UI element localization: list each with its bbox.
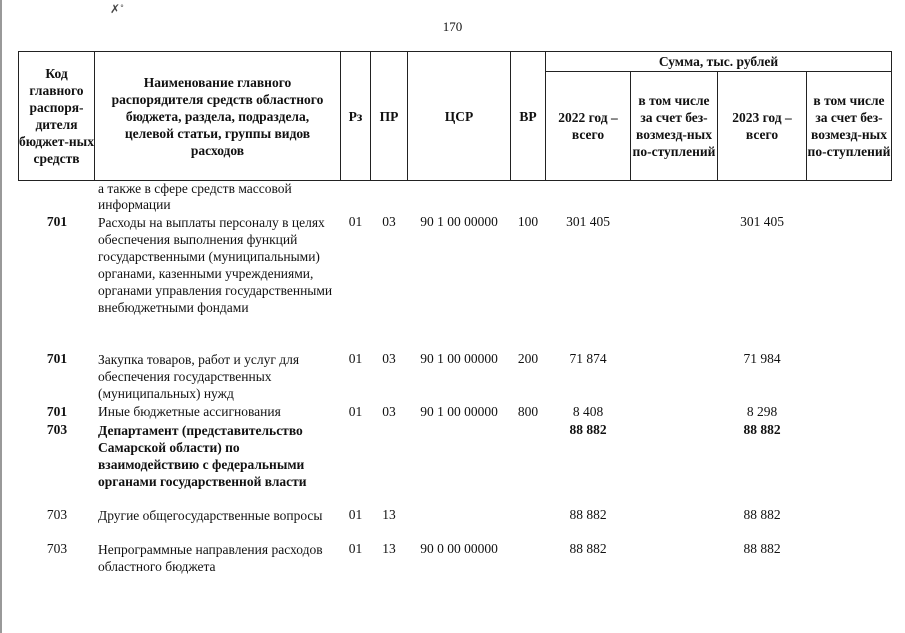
row-csr: 90 1 00 00000 (420, 351, 498, 366)
row-name: Расходы на выплаты персоналу в целях обеспечения выполнения функций государственными (муниципальными) органами, казенными учреждениями, органами управления государственными внебюджетными фондами (98, 215, 333, 315)
row-pr: 03 (382, 351, 396, 366)
row-code: 703 (46, 422, 68, 437)
row-pr: 13 (382, 541, 396, 556)
row-name: Непрограммные направления расходов областного бюджета (98, 542, 323, 574)
row-2023-total: 88 882 (743, 422, 781, 437)
row-2022-total: 8 408 (572, 404, 604, 419)
row-name: Другие общегосударственные вопросы (98, 508, 323, 523)
row-name: Иные бюджетные ассигнования (98, 404, 281, 419)
header-rz: Рз (348, 108, 363, 124)
header-2023-incl: в том числе за счет без-возмезд-ных по-ступлений (807, 93, 891, 159)
row-code: 701 (46, 214, 68, 229)
row-2023-total: 301 405 (740, 214, 784, 229)
row-rz: 01 (348, 214, 363, 229)
row-pr: 03 (382, 214, 396, 229)
scan-mark: ✗˚ (110, 2, 125, 16)
row-csr: 90 1 00 00000 (420, 404, 498, 419)
scan-edge (0, 0, 2, 633)
header-csr: ЦСР (444, 108, 474, 124)
header-pr: ПР (379, 108, 399, 124)
header-code: Код главного распоря-дителя бюджет-ных средств (19, 66, 94, 166)
row-vr: 800 (517, 404, 539, 419)
col-border (891, 51, 892, 180)
row-name: Закупка товаров, работ и услуг для обеспечения государственных (муниципальных) нужд (98, 352, 300, 401)
row-2022-total: 88 882 (569, 422, 607, 437)
row-code: 701 (46, 351, 68, 366)
row-rz: 01 (348, 404, 363, 419)
row-code: 701 (46, 404, 68, 419)
row-csr: 90 1 00 00000 (420, 214, 498, 229)
row-2022-total: 71 874 (569, 351, 607, 366)
row-2022-total: 301 405 (566, 214, 610, 229)
row-name: а также в сфере средств массовой информации (98, 181, 292, 212)
row-name: Департамент (представительство Самарской области) по взаимодействию с федеральными органами государственной власти (98, 423, 307, 489)
header-vr: ВР (519, 108, 537, 124)
row-csr: 90 0 00 00000 (420, 541, 498, 556)
page-number: 170 (442, 19, 463, 34)
row-2023-total: 71 984 (743, 351, 781, 366)
row-2022-total: 88 882 (569, 541, 607, 556)
row-vr: 200 (517, 351, 539, 366)
row-2023-total: 88 882 (743, 507, 781, 522)
row-rz: 01 (348, 541, 363, 556)
header-2023-total: 2023 год – всего (732, 110, 792, 142)
header-sum: Сумма, тыс. рублей (658, 54, 779, 69)
row-vr: 100 (517, 214, 539, 229)
row-2023-total: 88 882 (743, 541, 781, 556)
header-name: Наименование главного распорядителя средств областного бюджета, раздела, подраздела, целевой статьи, группы видов расходов (111, 74, 324, 158)
row-2023-total: 8 298 (746, 404, 778, 419)
row-pr: 13 (382, 507, 396, 522)
col-border (94, 51, 95, 180)
row-pr: 03 (382, 404, 396, 419)
row-rz: 01 (348, 507, 363, 522)
row-code: 703 (46, 507, 68, 522)
header-2022-total: 2022 год – всего (558, 110, 618, 142)
row-2022-total: 88 882 (569, 507, 607, 522)
row-rz: 01 (348, 351, 363, 366)
row-code: 703 (46, 541, 68, 556)
header-2022-incl: в том числе за счет без-возмезд-ных по-ступлений (632, 93, 716, 159)
